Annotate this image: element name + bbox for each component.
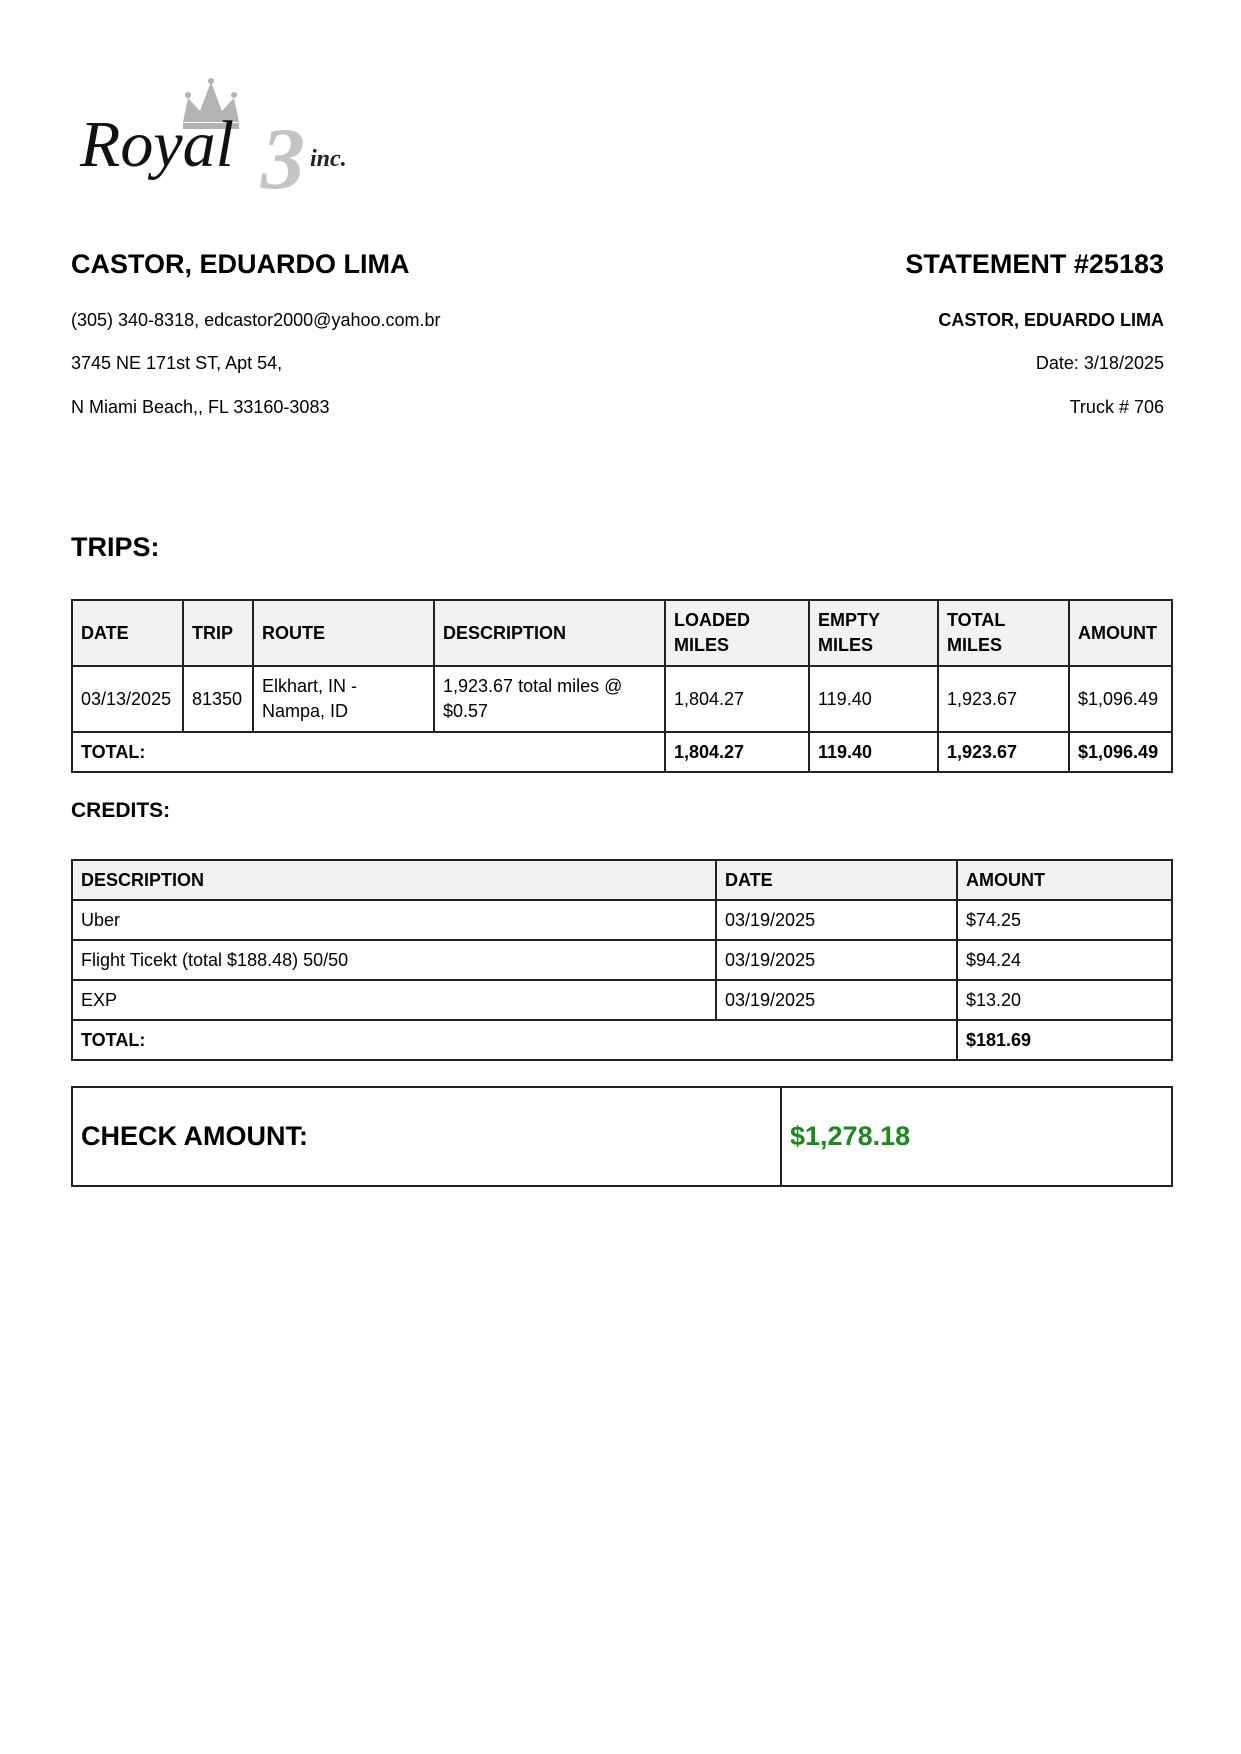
- trips-header-loaded-miles: LOADED MILES: [665, 600, 809, 666]
- trips-header-total-miles: TOTAL MILES: [938, 600, 1069, 666]
- trips-section-title: TRIPS:: [71, 532, 160, 562]
- credit-date: 03/19/2025: [716, 900, 957, 940]
- credit-amount: $74.25: [957, 900, 1172, 940]
- trip-description: 1,923.67 total miles @ $0.57: [434, 666, 665, 732]
- check-amount-value: $1,278.18: [781, 1087, 1172, 1186]
- credits-header-description: DESCRIPTION: [72, 860, 716, 900]
- credits-table: [71, 859, 1173, 1061]
- trip-total-miles: 1,923.67: [938, 666, 1069, 732]
- trips-header-description: DESCRIPTION: [434, 600, 665, 666]
- payee-contact: (305) 340-8318, edcastor2000@yahoo.com.br: [71, 310, 441, 330]
- trips-header-date: DATE: [72, 600, 183, 666]
- trip-route: Elkhart, IN - Nampa, ID: [253, 666, 434, 732]
- check-amount-row: [72, 1087, 1172, 1186]
- table-row: [72, 980, 1172, 1020]
- credit-date: 03/19/2025: [716, 940, 957, 980]
- credits-total-amount: $181.69: [957, 1020, 1172, 1060]
- trips-table: [71, 599, 1173, 773]
- statement-title: STATEMENT #25183: [905, 249, 1164, 279]
- credit-amount: $94.24: [957, 940, 1172, 980]
- trip-amount: $1,096.49: [1069, 666, 1172, 732]
- trips-total-amount: $1,096.49: [1069, 732, 1172, 772]
- credit-amount: $13.20: [957, 980, 1172, 1020]
- credits-header-amount: AMOUNT: [957, 860, 1172, 900]
- check-amount-box: [71, 1086, 1173, 1187]
- credit-description: Uber: [72, 900, 716, 940]
- trip-loaded-miles: 1,804.27: [665, 666, 809, 732]
- trips-header-route: ROUTE: [253, 600, 434, 666]
- trip-empty-miles: 119.40: [809, 666, 938, 732]
- statement-date: Date: 3/18/2025: [1035, 353, 1164, 373]
- trips-total-empty-miles: 119.40: [809, 732, 938, 772]
- royal3-logo-graphic: [78, 78, 388, 190]
- trip-date: 03/13/2025: [72, 666, 183, 732]
- table-row: [72, 940, 1172, 980]
- trips-total-row: [72, 732, 1172, 772]
- trips-header-trip: TRIP: [183, 600, 253, 666]
- trips-total-label: TOTAL:: [72, 732, 665, 772]
- credit-description: Flight Ticekt (total $188.48) 50/50: [72, 940, 716, 980]
- credits-total-label: TOTAL:: [72, 1020, 957, 1060]
- statement-block: [564, 248, 1164, 417]
- table-row: [72, 666, 1172, 732]
- credits-section-title: CREDITS:: [71, 799, 171, 822]
- trips-header-row: [72, 600, 1172, 666]
- payee-address-line1: 3745 NE 171st ST, Apt 54,: [71, 353, 283, 373]
- credits-total-row: [72, 1020, 1172, 1060]
- trips-header-empty-miles: EMPTY MILES: [809, 600, 938, 666]
- trips-header-amount: AMOUNT: [1069, 600, 1172, 666]
- trips-total-total-miles: 1,923.67: [938, 732, 1069, 772]
- statement-truck: Truck # 706: [1069, 397, 1164, 417]
- check-amount-label: CHECK AMOUNT:: [72, 1087, 781, 1186]
- payee-name: CASTOR, EDUARDO LIMA: [71, 249, 410, 279]
- logo-number: 3: [261, 111, 305, 190]
- credits-header-row: [72, 860, 1172, 900]
- trips-total-loaded-miles: 1,804.27: [665, 732, 809, 772]
- trip-number: 81350: [183, 666, 253, 732]
- credits-header-date: DATE: [716, 860, 957, 900]
- logo-suffix: inc.: [310, 146, 347, 172]
- credit-description: EXP: [72, 980, 716, 1020]
- table-row: [72, 900, 1172, 940]
- statement-name: CASTOR, EDUARDO LIMA: [938, 310, 1164, 330]
- logo-wordmark: Royal: [80, 108, 234, 181]
- company-logo: [78, 78, 388, 190]
- credit-date: 03/19/2025: [716, 980, 957, 1020]
- payee-address-line2: N Miami Beach,, FL 33160-3083: [71, 397, 330, 417]
